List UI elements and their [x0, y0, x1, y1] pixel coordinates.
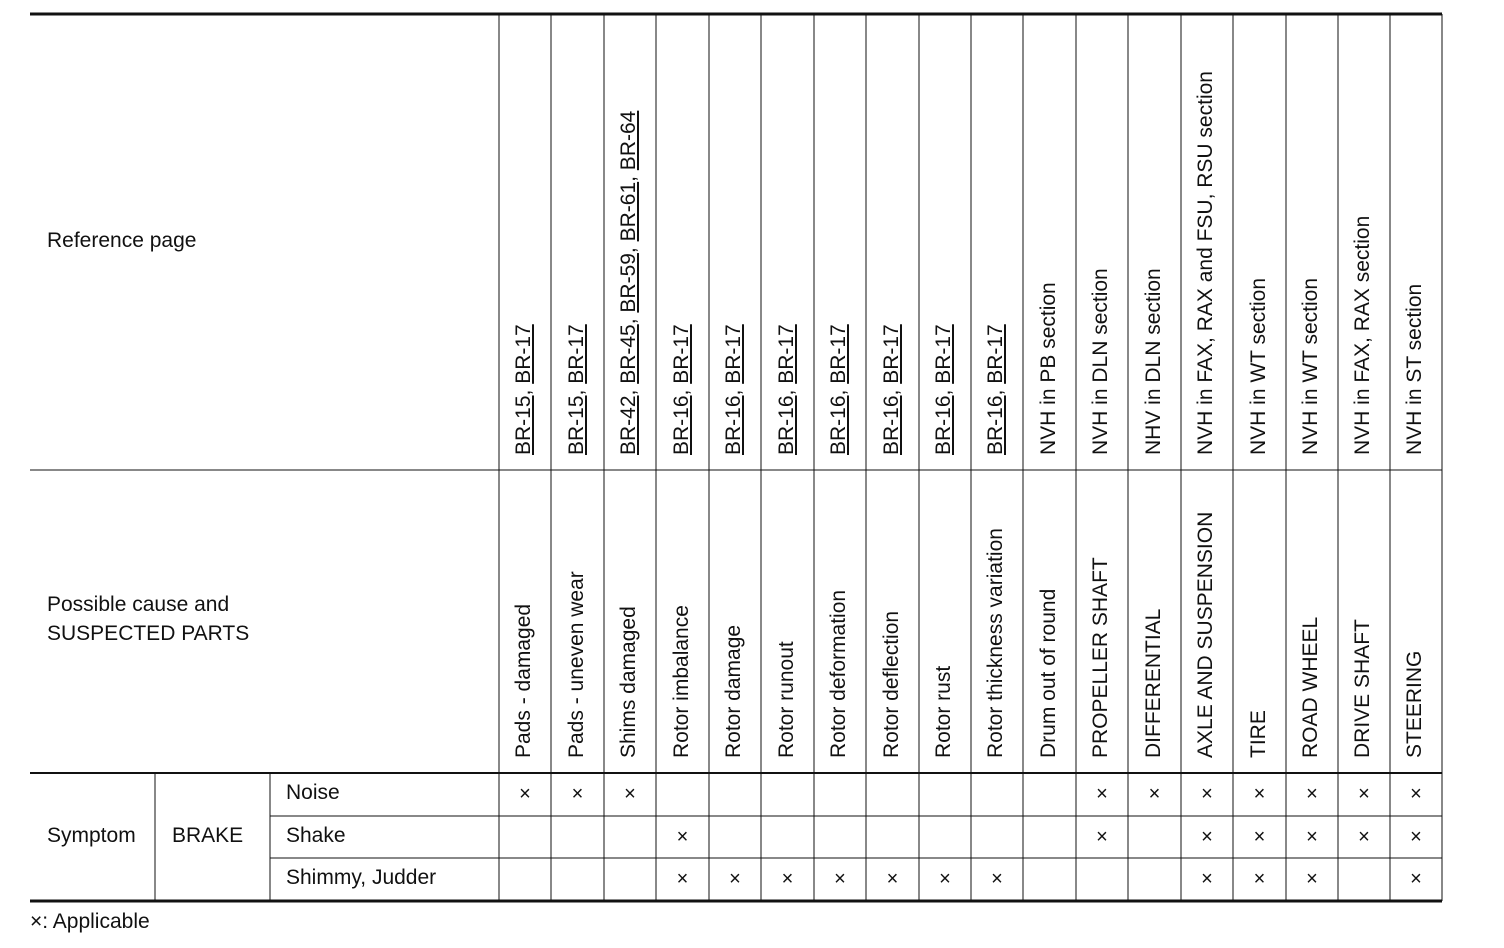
- suspected-part-label: Pads - damaged: [512, 603, 535, 758]
- applicable-mark: ×: [1410, 783, 1422, 805]
- possible-cause-label: Possible cause and: [47, 593, 230, 616]
- reference-page-cell: BR-16, BR-17: [669, 324, 693, 455]
- applicable-mark: ×: [781, 868, 794, 890]
- reference-link[interactable]: BR-17: [932, 324, 955, 384]
- reference-page-label: Reference page: [47, 229, 197, 252]
- suspected-part-label: Rotor damage: [722, 624, 745, 758]
- reference-link[interactable]: BR-16: [774, 395, 798, 455]
- suspected-part-label: TIRE: [1246, 710, 1270, 758]
- reference-link[interactable]: BR-17: [774, 324, 798, 384]
- suspected-part-label: Rotor deflection: [879, 610, 903, 758]
- applicable-mark: ×: [1306, 826, 1318, 848]
- applicable-mark: ×: [1253, 783, 1266, 805]
- reference-link[interactable]: BR-16: [984, 395, 1007, 455]
- suspected-part-label: Rotor thickness variation: [984, 528, 1007, 758]
- applicable-mark: ×: [1148, 783, 1161, 805]
- reference-page-cell: BR-16, BR-17: [827, 324, 850, 455]
- reference-page-cell: NVH in WT section: [1246, 278, 1270, 455]
- reference-link[interactable]: BR-15: [512, 395, 535, 455]
- suspected-part-label: Pads - uneven wear: [564, 571, 588, 758]
- suspected-part-label: Rotor imbalance: [669, 605, 693, 758]
- reference-link[interactable]: BR-45: [617, 324, 640, 384]
- reference-page-cell: BR-16, BR-17: [722, 324, 745, 455]
- applicable-mark: ×: [1253, 826, 1266, 848]
- applicable-mark: ×: [519, 783, 531, 805]
- reference-link[interactable]: BR-16: [827, 395, 850, 455]
- applicable-mark: ×: [1096, 826, 1108, 848]
- reference-link[interactable]: BR-16: [669, 395, 693, 455]
- reference-page-cell: NVH in FAX, RAX section: [1351, 215, 1374, 455]
- reference-page-cell: NVH in ST section: [1403, 283, 1426, 455]
- suspected-part-label: Shims damaged: [617, 606, 640, 758]
- applicable-mark: ×: [676, 868, 689, 890]
- reference-link[interactable]: BR-64: [617, 110, 640, 171]
- reference-link[interactable]: BR-59: [617, 253, 640, 313]
- applicable-mark: ×: [1306, 783, 1318, 805]
- applicable-mark: ×: [624, 783, 636, 805]
- suspected-part-label: ROAD WHEEL: [1299, 616, 1322, 758]
- reference-page-cell: NVH in FAX, RAX and FSU, RSU section: [1194, 71, 1217, 455]
- reference-page-cell: NVH in DLN section: [1089, 268, 1112, 455]
- reference-link[interactable]: BR-17: [669, 324, 693, 384]
- reference-page-cell: BR-42, BR-45, BR-59, BR-61, BR-64: [617, 110, 640, 455]
- brake-label: BRAKE: [172, 824, 244, 847]
- applicable-mark: ×: [939, 868, 951, 890]
- reference-link[interactable]: BR-15: [564, 395, 588, 455]
- symptom-label: Symptom: [47, 824, 136, 847]
- applicable-mark: ×: [1096, 783, 1108, 805]
- symptom-row-label: Shimmy, Judder: [286, 866, 437, 889]
- applicable-mark: ×: [571, 783, 584, 805]
- applicable-mark: ×: [886, 868, 899, 890]
- reference-page-cell: NVH in PB section: [1036, 282, 1060, 455]
- reference-link[interactable]: BR-16: [722, 395, 745, 455]
- reference-page-cell: NHV in DLN section: [1141, 268, 1165, 455]
- suspected-part-label: AXLE AND SUSPENSION: [1194, 511, 1217, 758]
- suspected-part-label: DRIVE SHAFT: [1351, 619, 1374, 758]
- reference-page-cell: BR-15, BR-17: [564, 324, 588, 455]
- suspected-part-label: Rotor runout: [774, 641, 798, 758]
- reference-link[interactable]: BR-17: [984, 324, 1007, 384]
- suspected-part-label: STEERING: [1403, 650, 1426, 758]
- applicable-mark: ×: [1410, 868, 1422, 890]
- reference-page-cell: BR-16, BR-17: [932, 324, 955, 455]
- symptom-row-label: Noise: [286, 781, 340, 804]
- reference-page-cell: BR-16, BR-17: [879, 324, 903, 455]
- suspected-part-label: Drum out of round: [1036, 588, 1060, 758]
- reference-page-cell: BR-16, BR-17: [774, 324, 798, 455]
- suspected-part-label: Rotor rust: [932, 665, 955, 758]
- applicable-mark: ×: [1306, 868, 1318, 890]
- reference-link[interactable]: BR-16: [879, 395, 903, 455]
- applicable-mark: ×: [1201, 826, 1213, 848]
- reference-link[interactable]: BR-17: [722, 324, 745, 384]
- reference-link[interactable]: BR-61: [617, 181, 640, 242]
- applicable-mark: ×: [1358, 826, 1370, 848]
- applicable-footnote: ×: Applicable: [30, 910, 150, 933]
- applicable-mark: ×: [1201, 783, 1213, 805]
- suspected-parts-label: SUSPECTED PARTS: [47, 622, 250, 645]
- reference-page-cell: BR-15, BR-17: [512, 324, 535, 455]
- reference-page-cell: BR-16, BR-17: [984, 324, 1007, 455]
- reference-link[interactable]: BR-17: [564, 324, 588, 384]
- reference-link[interactable]: BR-17: [879, 324, 903, 384]
- applicable-mark: ×: [991, 868, 1003, 890]
- applicable-mark: ×: [676, 826, 689, 848]
- applicable-mark: ×: [1253, 868, 1266, 890]
- suspected-part-label: DIFFERENTIAL: [1141, 608, 1165, 758]
- reference-link[interactable]: BR-42: [617, 395, 640, 455]
- reference-link[interactable]: BR-17: [512, 324, 535, 384]
- reference-link[interactable]: BR-17: [827, 324, 850, 384]
- applicable-mark: ×: [1358, 783, 1370, 805]
- applicable-mark: ×: [1201, 868, 1213, 890]
- reference-link[interactable]: BR-16: [932, 395, 955, 455]
- applicable-mark: ×: [729, 868, 741, 890]
- suspected-part-label: PROPELLER SHAFT: [1089, 557, 1112, 758]
- suspected-part-label: Rotor deformation: [827, 589, 850, 758]
- reference-page-cell: NVH in WT section: [1299, 278, 1322, 455]
- applicable-mark: ×: [834, 868, 846, 890]
- applicable-mark: ×: [1410, 826, 1422, 848]
- symptom-row-label: Shake: [286, 824, 346, 847]
